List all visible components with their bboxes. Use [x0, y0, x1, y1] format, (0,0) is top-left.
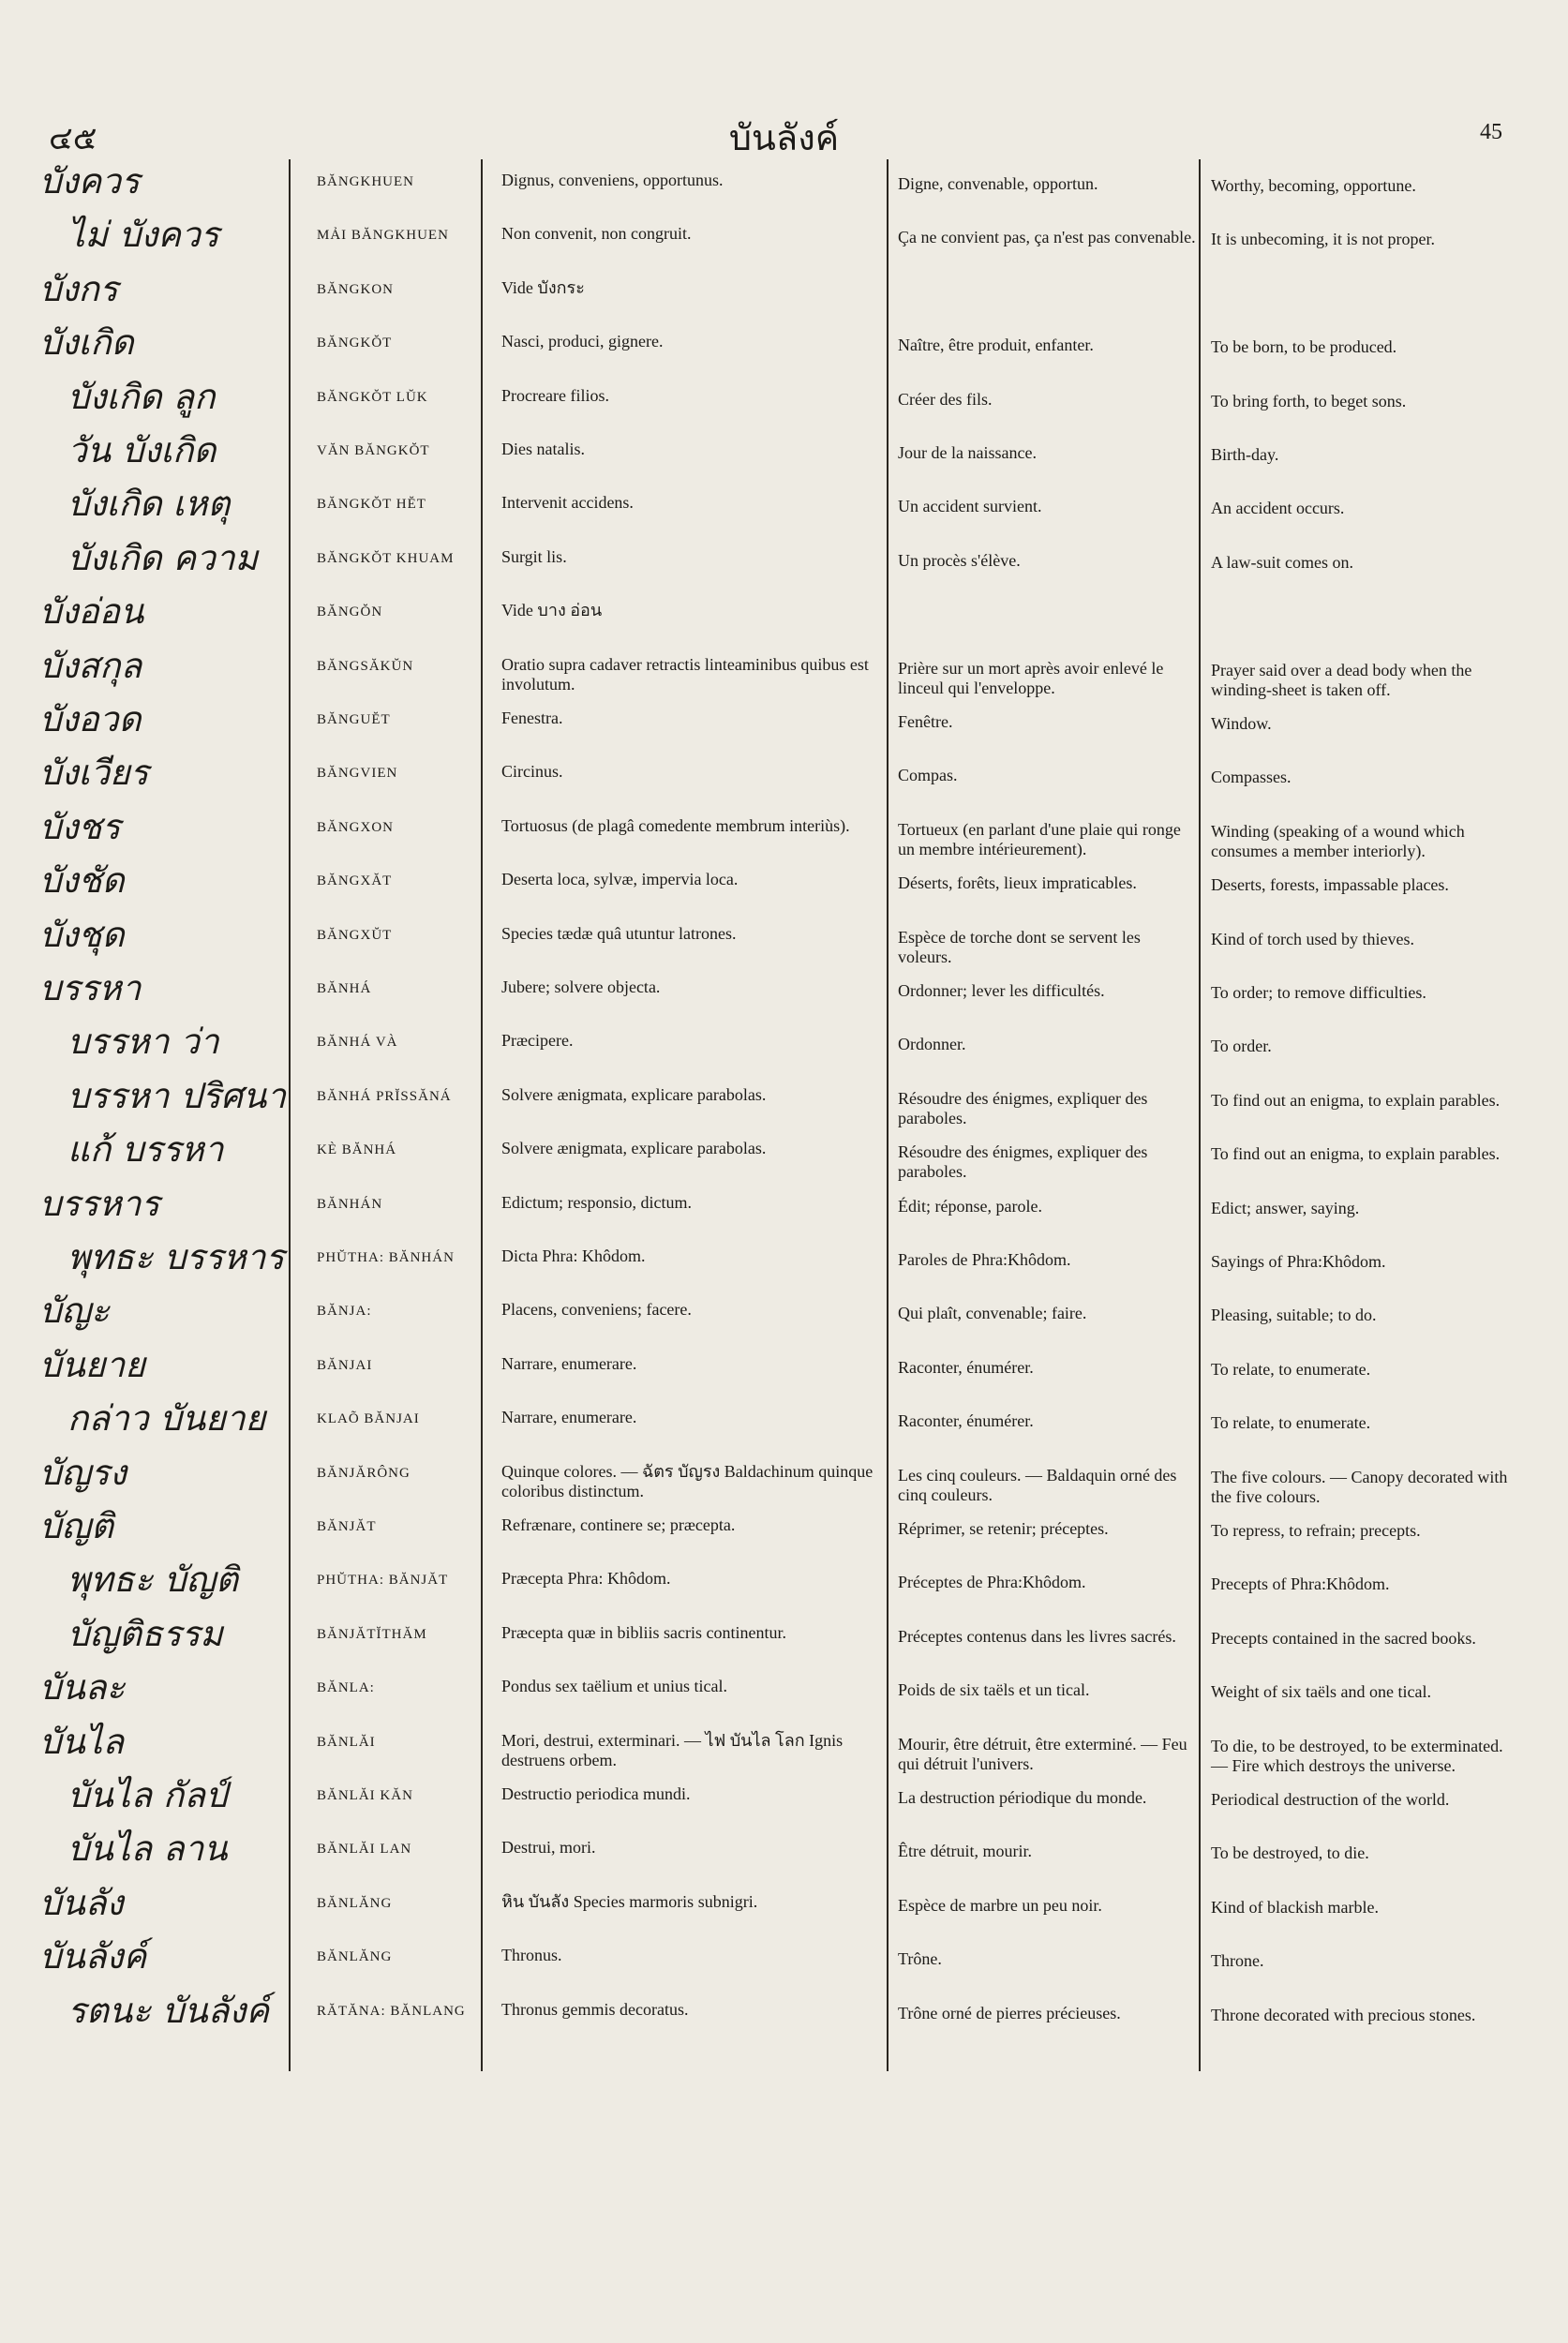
- romanization: BĂNJĂT: [317, 1519, 377, 1534]
- romanization: BĂNHÁ PRĬSSĂNÁ: [317, 1088, 452, 1104]
- thai-headword: บังชุด: [39, 914, 125, 955]
- thai-headword: ไม่ บังควร: [67, 215, 219, 256]
- french-definition: Mourir, être détruit, être exterminé. — Feu qui détruit l'univers.: [898, 1734, 1187, 1773]
- french-definition: Fenêtre.: [898, 712, 953, 731]
- latin-definition: Non convenit, non congruit.: [501, 224, 692, 244]
- latin-definition: Deserta loca, sylvæ, impervia loca.: [501, 870, 739, 889]
- english-definition: To find out an enigma, to explain parables.: [1211, 1090, 1501, 1110]
- english-definition: To die, to be destroyed, to be exterminated. — Fire which destroys the universe.: [1211, 1736, 1503, 1775]
- romanization: MẢI BĂNGKHUEN: [317, 228, 449, 244]
- thai-headword: บันไล กัลป์: [67, 1775, 228, 1815]
- english-definition: Edict; answer, saying.: [1211, 1198, 1360, 1217]
- thai-headword: แก้ บรรหา: [67, 1129, 224, 1171]
- latin-definition: Vide บังกระ: [501, 277, 585, 297]
- english-definition: To be destroyed, to die.: [1211, 1843, 1369, 1863]
- romanization: BĂNLĂI: [317, 1734, 376, 1750]
- french-definition: Tortueux (en parlant d'une plaie qui ronge un membre intérieurement).: [898, 819, 1181, 859]
- english-definition: To find out an enigma, to explain parables.: [1211, 1144, 1501, 1164]
- romanization: BĂNJĂRÔNG: [317, 1465, 411, 1481]
- thai-headword: บังเวียร: [39, 753, 149, 794]
- french-definition: Ordonner.: [898, 1035, 966, 1054]
- table-row: [0, 428, 1568, 483]
- english-definition: A law-suit comes on.: [1211, 552, 1353, 572]
- english-definition: Kind of blackish marble.: [1211, 1897, 1379, 1917]
- latin-definition: Destrui, mori.: [501, 1838, 596, 1858]
- latin-definition: Fenestra.: [501, 709, 563, 727]
- latin-definition: Quinque colores. — ฉัตร บัญรง Baldachinum quinque coloribus distinctum.: [501, 1461, 874, 1500]
- romanization: BĂNLĂI LAN: [317, 1842, 412, 1858]
- romanization: BĂNGŎN: [317, 604, 383, 620]
- english-definition: Compasses.: [1211, 768, 1292, 787]
- latin-definition: Dies natalis.: [501, 440, 585, 458]
- table-row: [0, 913, 1568, 967]
- latin-definition: หิน บันลัง Species marmoris subnigri.: [501, 1891, 758, 1911]
- table-row: [0, 1504, 1568, 1559]
- latin-definition: Dicta Phra: Khôdom.: [501, 1246, 646, 1265]
- english-definition: Pleasing, suitable; to do.: [1211, 1306, 1377, 1325]
- table-row: [0, 805, 1568, 859]
- romanization: RĂTĂNA: BĂNLANG: [317, 2003, 466, 2019]
- french-definition: Déserts, forêts, lieux impraticables.: [898, 873, 1137, 893]
- table-row: [0, 1720, 1568, 1774]
- romanization: VĂN BĂNGKŎT: [317, 443, 430, 458]
- latin-definition: Thronus gemmis decoratus.: [501, 1999, 689, 2019]
- english-definition: Throne decorated with precious stones.: [1211, 2005, 1476, 2024]
- romanization: BĂNLA:: [317, 1680, 375, 1696]
- latin-definition: Dignus, conveniens, opportunus.: [501, 171, 724, 189]
- romanization: BĂNJA:: [317, 1304, 372, 1320]
- french-definition: Poids de six taëls et un tical.: [898, 1680, 1090, 1700]
- table-row: [0, 1827, 1568, 1881]
- latin-definition: Oratio supra cadaver retractis linteaminibus quibus est involutum.: [501, 654, 869, 694]
- romanization: BĂNJAI: [317, 1357, 373, 1373]
- thai-headword: บัญรง: [39, 1452, 127, 1493]
- french-definition: Les cinq couleurs. — Baldaquin orné des cinq couleurs.: [898, 1465, 1177, 1504]
- table-row: [0, 858, 1568, 913]
- table-row: [0, 213, 1568, 267]
- latin-definition: Mori, destrui, exterminari. — ไฟ บันไล โลก Ignis destruens orbem.: [501, 1730, 844, 1769]
- thai-headword: บัญะ: [39, 1291, 110, 1332]
- latin-definition: Intervenit accidens.: [501, 493, 634, 513]
- french-definition: Préceptes contenus dans les livres sacrés.: [898, 1626, 1176, 1646]
- french-definition: Ça ne convient pas, ça n'est pas convenable.: [898, 228, 1196, 247]
- english-definition: It is unbecoming, it is not proper.: [1211, 230, 1435, 249]
- french-definition: Un procès s'élève.: [898, 550, 1021, 570]
- romanization: BĂNGKŎT: [317, 336, 393, 351]
- latin-definition: Præcipere.: [501, 1031, 574, 1051]
- table-row: [0, 536, 1568, 590]
- thai-headword: พุทธะ บัญติ: [67, 1560, 239, 1601]
- romanization: PHŬTHA: BĂNJĂT: [317, 1573, 449, 1589]
- dictionary-table: [0, 159, 1568, 2071]
- french-definition: Un accident survient.: [898, 497, 1042, 516]
- english-definition: Winding (speaking of a wound which consumes a member interiorly).: [1211, 821, 1465, 861]
- table-row: [0, 1074, 1568, 1128]
- thai-headword: บังชร: [39, 806, 121, 847]
- romanization: BĂNLĂNG: [317, 1949, 393, 1965]
- english-definition: An accident occurs.: [1211, 499, 1345, 518]
- table-row: [0, 1989, 1568, 2043]
- table-row: [0, 1396, 1568, 1451]
- table-row: [0, 1289, 1568, 1343]
- romanization: BĂNGKŎT KHUAM: [317, 550, 455, 566]
- table-row: [0, 1235, 1568, 1290]
- romanization: BĂNGXĂT: [317, 873, 393, 889]
- thai-headword: บังเกิด: [39, 322, 134, 364]
- french-definition: Résoudre des énigmes, expliquer des paraboles.: [898, 1142, 1148, 1182]
- thai-headword: บันยาย: [39, 1344, 145, 1385]
- english-definition: To relate, to enumerate.: [1211, 1413, 1371, 1433]
- table-row: [0, 1612, 1568, 1666]
- french-definition: Jour de la naissance.: [898, 443, 1037, 462]
- french-definition: Raconter, énumérer.: [898, 1411, 1034, 1431]
- french-definition: Résoudre des énigmes, expliquer des paraboles.: [898, 1088, 1148, 1128]
- thai-headword: บังควร: [39, 161, 140, 201]
- french-definition: Raconter, énumérer.: [898, 1357, 1034, 1377]
- romanization: KÈ BĂNHÁ: [317, 1142, 397, 1158]
- french-definition: Édit; réponse, parole.: [898, 1196, 1042, 1216]
- table-row: [0, 482, 1568, 536]
- table-row: [0, 589, 1568, 644]
- latin-definition: Surgit lis.: [501, 546, 567, 566]
- english-definition: To bring forth, to beget sons.: [1211, 391, 1407, 410]
- table-row: [0, 375, 1568, 429]
- english-definition: Precepts of Phra:Khôdom.: [1211, 1574, 1390, 1594]
- thai-headword: บังอ่อน: [39, 591, 144, 633]
- english-definition: Kind of torch used by thieves.: [1211, 929, 1414, 948]
- running-headword: บันลังค์: [728, 119, 840, 158]
- thai-headword: บังชัด: [39, 860, 125, 902]
- table-row: [0, 1934, 1568, 1989]
- table-row: [0, 1558, 1568, 1612]
- table-row: [0, 1665, 1568, 1720]
- french-definition: Espèce de torche dont se servent les voleurs.: [898, 927, 1141, 966]
- english-definition: Birth-day.: [1211, 445, 1279, 464]
- latin-definition: Species tædæ quâ utuntur latrones.: [501, 923, 737, 943]
- latin-definition: Thronus.: [501, 1946, 562, 1965]
- english-definition: Deserts, forests, impassable places.: [1211, 875, 1449, 895]
- french-definition: Trône orné de pierres précieuses.: [898, 2003, 1121, 2022]
- thai-headword: บันละ: [39, 1667, 126, 1709]
- latin-definition: Præcepta quæ in bibliis sacris continentur.: [501, 1622, 786, 1642]
- page-number: 45: [1480, 120, 1502, 144]
- english-definition: Prayer said over a dead body when the winding-sheet is taken off.: [1211, 660, 1472, 699]
- romanization: BĂNJĂTĬTHĂM: [317, 1626, 427, 1642]
- thai-headword: บังอวด: [39, 699, 142, 739]
- english-definition: To order.: [1211, 1037, 1272, 1056]
- french-definition: Qui plaît, convenable; faire.: [898, 1304, 1087, 1323]
- french-definition: Réprimer, se retenir; préceptes.: [898, 1519, 1109, 1538]
- table-row: [0, 966, 1568, 1021]
- latin-definition: Narrare, enumerare.: [501, 1408, 637, 1427]
- latin-definition: Placens, conveniens; facere.: [501, 1300, 692, 1320]
- table-row: [0, 321, 1568, 375]
- french-definition: Digne, convenable, opportun.: [898, 174, 1098, 193]
- romanization: KLAÕ BĂNJAI: [317, 1411, 420, 1427]
- thai-headword: บันไล: [39, 1721, 125, 1762]
- french-definition: La destruction périodique du monde.: [898, 1788, 1147, 1807]
- thai-headword: รตนะ บันลังค์: [67, 1990, 270, 2031]
- thai-headword: บรรหา ปริศนา: [67, 1075, 287, 1116]
- french-definition: Naître, être produit, enfanter.: [898, 336, 1094, 355]
- latin-definition: Solvere ænigmata, explicare parabolas.: [501, 1139, 767, 1158]
- romanization: BĂNGKŎT LŬK: [317, 389, 428, 405]
- english-definition: The five colours. — Canopy decorated with the five colours.: [1211, 1467, 1508, 1506]
- thai-headword: บังเกิด ลูก: [67, 376, 216, 417]
- thai-headword: บังเกิด ความ: [67, 537, 259, 578]
- french-definition: Ordonner; lever les difficultés.: [898, 981, 1105, 1000]
- thai-headword: พุทธะ บรรหาร: [67, 1237, 285, 1277]
- romanization: BĂNLĂI KĂN: [317, 1788, 413, 1803]
- french-definition: Prière sur un mort après avoir enlevé le linceul qui l'enveloppe.: [898, 658, 1164, 697]
- french-definition: Compas.: [898, 766, 958, 785]
- table-row: [0, 1182, 1568, 1236]
- table-row: [0, 751, 1568, 805]
- latin-definition: Solvere ænigmata, explicare parabolas.: [501, 1084, 767, 1104]
- thai-headword: บังกร: [39, 268, 118, 309]
- thai-headword: บรรหา: [39, 968, 142, 1008]
- latin-definition: Jubere; solvere objecta.: [501, 977, 661, 996]
- romanization: BĂNGUĔT: [317, 712, 391, 727]
- thai-headword: บังสกุล: [39, 645, 142, 686]
- french-definition: Être détruit, mourir.: [898, 1842, 1032, 1861]
- latin-definition: Tortuosus (de plagâ comedente membrum interiùs).: [501, 815, 850, 835]
- thai-headword: บัญติธรรม: [67, 1613, 223, 1654]
- english-definition: Weight of six taëls and one tical.: [1211, 1682, 1431, 1702]
- latin-definition: Pondus sex taëlium et unius tical.: [501, 1677, 727, 1696]
- english-definition: Worthy, becoming, opportune.: [1211, 176, 1416, 195]
- thai-headword: บันลังค์: [39, 1936, 147, 1977]
- english-definition: Periodical destruction of the world.: [1211, 1790, 1450, 1809]
- romanization: BĂNGXŬT: [317, 927, 393, 943]
- french-definition: Créer des fils.: [898, 389, 993, 409]
- romanization: BĂNHÁ: [317, 981, 372, 996]
- table-row: [0, 1451, 1568, 1505]
- latin-definition: Nasci, produci, gignere.: [501, 332, 664, 351]
- table-row: [0, 697, 1568, 752]
- romanization: BĂNGXON: [317, 819, 394, 835]
- latin-definition: Procreare filios.: [501, 385, 609, 405]
- table-row: [0, 644, 1568, 698]
- latin-definition: Circinus.: [501, 762, 563, 782]
- romanization: BĂNGKON: [317, 281, 394, 297]
- english-definition: To relate, to enumerate.: [1211, 1359, 1371, 1379]
- thai-headword: บันลัง: [39, 1882, 124, 1923]
- table-row: [0, 1343, 1568, 1397]
- romanization: BĂNHÁ VÀ: [317, 1035, 398, 1051]
- thai-headword: บรรหา ว่า: [67, 1022, 219, 1063]
- french-definition: Trône.: [898, 1949, 942, 1969]
- french-definition: Préceptes de Phra:Khôdom.: [898, 1573, 1086, 1592]
- latin-definition: Narrare, enumerare.: [501, 1353, 637, 1373]
- thai-headword: กล่าว บันยาย: [67, 1398, 266, 1440]
- english-definition: To repress, to refrain; precepts.: [1211, 1521, 1421, 1540]
- english-definition: Throne.: [1211, 1951, 1264, 1971]
- english-definition: Precepts contained in the sacred books.: [1211, 1628, 1476, 1648]
- romanization: BĂNLĂNG: [317, 1895, 393, 1911]
- page-number-thai: ๔๕: [49, 122, 97, 157]
- latin-definition: Edictum; responsio, dictum.: [501, 1192, 692, 1212]
- thai-headword: บัญติ: [39, 1506, 114, 1546]
- romanization: BĂNGSĂKŬN: [317, 658, 414, 674]
- thai-headword: บังเกิด เหตุ: [67, 484, 231, 525]
- thai-headword: บรรหาร: [39, 1183, 160, 1224]
- french-definition: Espèce de marbre un peu noir.: [898, 1895, 1102, 1915]
- page-header: [0, 105, 1568, 161]
- english-definition: Window.: [1211, 714, 1272, 733]
- table-row: [0, 1127, 1568, 1182]
- table-row: [0, 267, 1568, 321]
- thai-headword: วัน บังเกิด: [67, 430, 217, 470]
- table-row: [0, 1773, 1568, 1828]
- romanization: BĂNGVIEN: [317, 766, 398, 782]
- english-definition: To be born, to be produced.: [1211, 337, 1397, 357]
- english-definition: Sayings of Phra:Khôdom.: [1211, 1252, 1386, 1271]
- table-row: [0, 1020, 1568, 1074]
- table-row: [0, 159, 1568, 214]
- romanization: PHŬTHA: BĂNHÁN: [317, 1250, 455, 1265]
- latin-definition: Destructio periodica mundi.: [501, 1784, 691, 1803]
- romanization: BĂNGKŎT HĔT: [317, 497, 426, 513]
- latin-definition: Præcepta Phra: Khôdom.: [501, 1569, 671, 1589]
- table-row: [0, 1881, 1568, 1935]
- latin-definition: Refrænare, continere se; præcepta.: [501, 1515, 736, 1534]
- romanization: BĂNHÁN: [317, 1196, 383, 1212]
- french-definition: Paroles de Phra:Khôdom.: [898, 1250, 1071, 1269]
- english-definition: To order; to remove difficulties.: [1211, 983, 1426, 1002]
- thai-headword: บันไล ลาน: [67, 1828, 228, 1870]
- latin-definition: Vide บาง อ่อน: [501, 601, 603, 620]
- romanization: BĂNGKHUEN: [317, 174, 414, 189]
